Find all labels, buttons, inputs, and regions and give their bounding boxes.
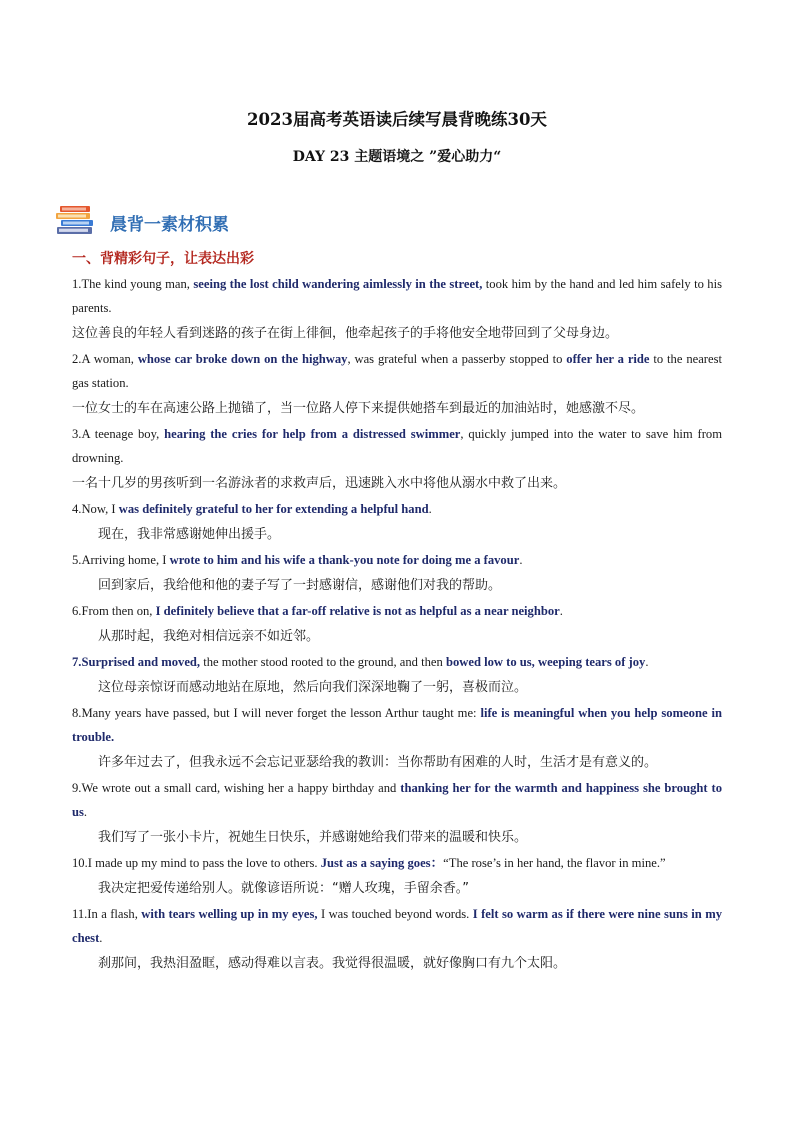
chinese-translation: 一位女士的车在高速公路上抛锚了，当一位路人停下来提供她搭车到最近的加油站时，她感激不尽。 — [72, 401, 645, 416]
sentence-text: to the nearest gas station. — [72, 352, 722, 390]
section-header — [56, 204, 746, 238]
chinese-translation: 现在，我非常感谢她伸出援手。 — [98, 527, 281, 542]
english-sentence — [72, 902, 722, 950]
highlighted-phrase: Just as a saying goes： — [320, 856, 444, 870]
highlighted-phrase: whose car broke down on the highway — [137, 352, 348, 366]
sentence-text: 10.I made up my mind to pass the love to others. — [72, 856, 321, 870]
highlighted-phrase: with tears welling up in my eyes, — [141, 907, 318, 921]
chinese-translation: 一名十几岁的男孩听到一名游泳者的求救声后，迅速跳入水中将他从溺水中救了出来。 — [72, 476, 567, 491]
highlighted-phrase: I definitely believe that a far-off relative is not as helpful as a near neighbor — [155, 604, 560, 618]
sentence-text: 3.A teenage boy, — [72, 427, 165, 441]
section-subheading: 一、背精彩句子，让表达出彩 — [72, 251, 254, 267]
sentence-text: . — [99, 931, 103, 945]
sentence-text: . — [83, 805, 88, 819]
highlighted-phrase: hearing the cries for help from a distressed swimmer — [164, 427, 461, 441]
chinese-translation: 我决定把爱传递给别人。就像谚语所说：“赠人玫瑰，手留余香。” — [98, 881, 469, 896]
english-sentence — [72, 422, 722, 470]
sentence-text: . — [559, 604, 563, 618]
chinese-translation: 回到家后，我给他和他的妻子写了一封感谢信，感谢他们对我的帮助。 — [98, 578, 502, 593]
sentence-text: , quickly jumped into the water to save him from drowning. — [72, 427, 722, 465]
chinese-translation: 从那时起，我绝对相信远亲不如近邻。 — [98, 629, 320, 644]
chinese-translation: 刹那间，我热泪盈眶，感动得难以言表。我觉得很温暖，就好像胸口有九个太阳。 — [98, 956, 567, 971]
english-sentence — [72, 599, 722, 623]
sentence-text: the mother stood rooted to the ground, and then — [200, 655, 446, 669]
highlighted-phrase: was definitely grateful to her for extending a helpful hand — [118, 502, 429, 516]
english-sentence — [72, 650, 722, 674]
document-subtitle: DAY 23 主题语境之 ”爱心助力“ — [292, 149, 502, 165]
books-stack-icon — [56, 204, 96, 236]
highlighted-phrase: thanking her for the warmth and happiness she brought to us — [72, 781, 723, 819]
section-title: 晨背一素材积累 — [110, 215, 229, 235]
sentence-text: . — [428, 502, 432, 516]
sentence-text: 11.In a flash, — [72, 907, 142, 921]
sentence-text: 5.Arriving home, I — [72, 553, 170, 567]
chinese-translation: 我们写了一张小卡片，祝她生日快乐，并感谢她给我们带来的温暖和快乐。 — [98, 830, 528, 845]
sentence-text: . — [645, 655, 649, 669]
english-sentence — [72, 851, 722, 875]
sentence-text: 2.A woman, — [72, 352, 138, 366]
highlighted-phrase: bowed low to us, weeping tears of joy — [445, 655, 646, 669]
highlighted-phrase: life is meaningful when you help someone in trouble. — [72, 706, 722, 744]
highlighted-phrase: 7.Surprised and moved, — [72, 655, 201, 669]
sentence-list — [72, 272, 722, 977]
document-title: 2023届高考英语读后续写晨背晚练30天 — [247, 110, 547, 129]
chinese-translation: 这位母亲惊讶而感动地站在原地，然后向我们深深地鞠了一躬，喜极而泣。 — [98, 680, 528, 695]
english-sentence — [72, 272, 722, 320]
sentence-text: 1.The kind young man, — [72, 277, 194, 291]
english-sentence — [72, 701, 722, 749]
highlighted-phrase: offer her a ride — [566, 352, 650, 366]
sentence-text: 6.From then on, — [72, 604, 156, 618]
sentence-text: 4.Now, I — [72, 502, 119, 516]
english-sentence — [72, 347, 722, 395]
highlighted-phrase: I felt so warm as if there were nine suns in my chest — [72, 907, 722, 945]
chinese-translation: 许多年过去了，但我永远不会忘记亚瑟给我的教训：当你帮助有困难的人时，生活才是有意义的。 — [98, 755, 658, 770]
sentence-text: took him by the hand and led him safely to his parents. — [72, 277, 722, 315]
sentence-text: . — [519, 553, 523, 567]
sentence-text: “The rose’s in her hand, the flavor in mine.” — [443, 856, 666, 870]
sentence-text: 9.We wrote out a small card, wishing her a happy birthday and — [72, 781, 401, 795]
sentence-text: , was grateful when a passerby stopped to — [347, 352, 567, 366]
english-sentence — [72, 776, 722, 824]
english-sentence — [72, 497, 722, 521]
highlighted-phrase: seeing the lost child wandering aimlessly in the street, — [193, 277, 483, 291]
sentence-text: 8.Many years have passed, but I will never forget the lesson Arthur taught me: — [72, 706, 481, 720]
english-sentence — [72, 548, 722, 572]
highlighted-phrase: wrote to him and his wife a thank-you note for doing me a favour — [169, 553, 520, 567]
chinese-translation: 这位善良的年轻人看到迷路的孩子在街上徘徊，他牵起孩子的手将他安全地带回到了父母身边。 — [72, 326, 619, 341]
sentence-text: I was touched beyond words. — [317, 907, 473, 921]
